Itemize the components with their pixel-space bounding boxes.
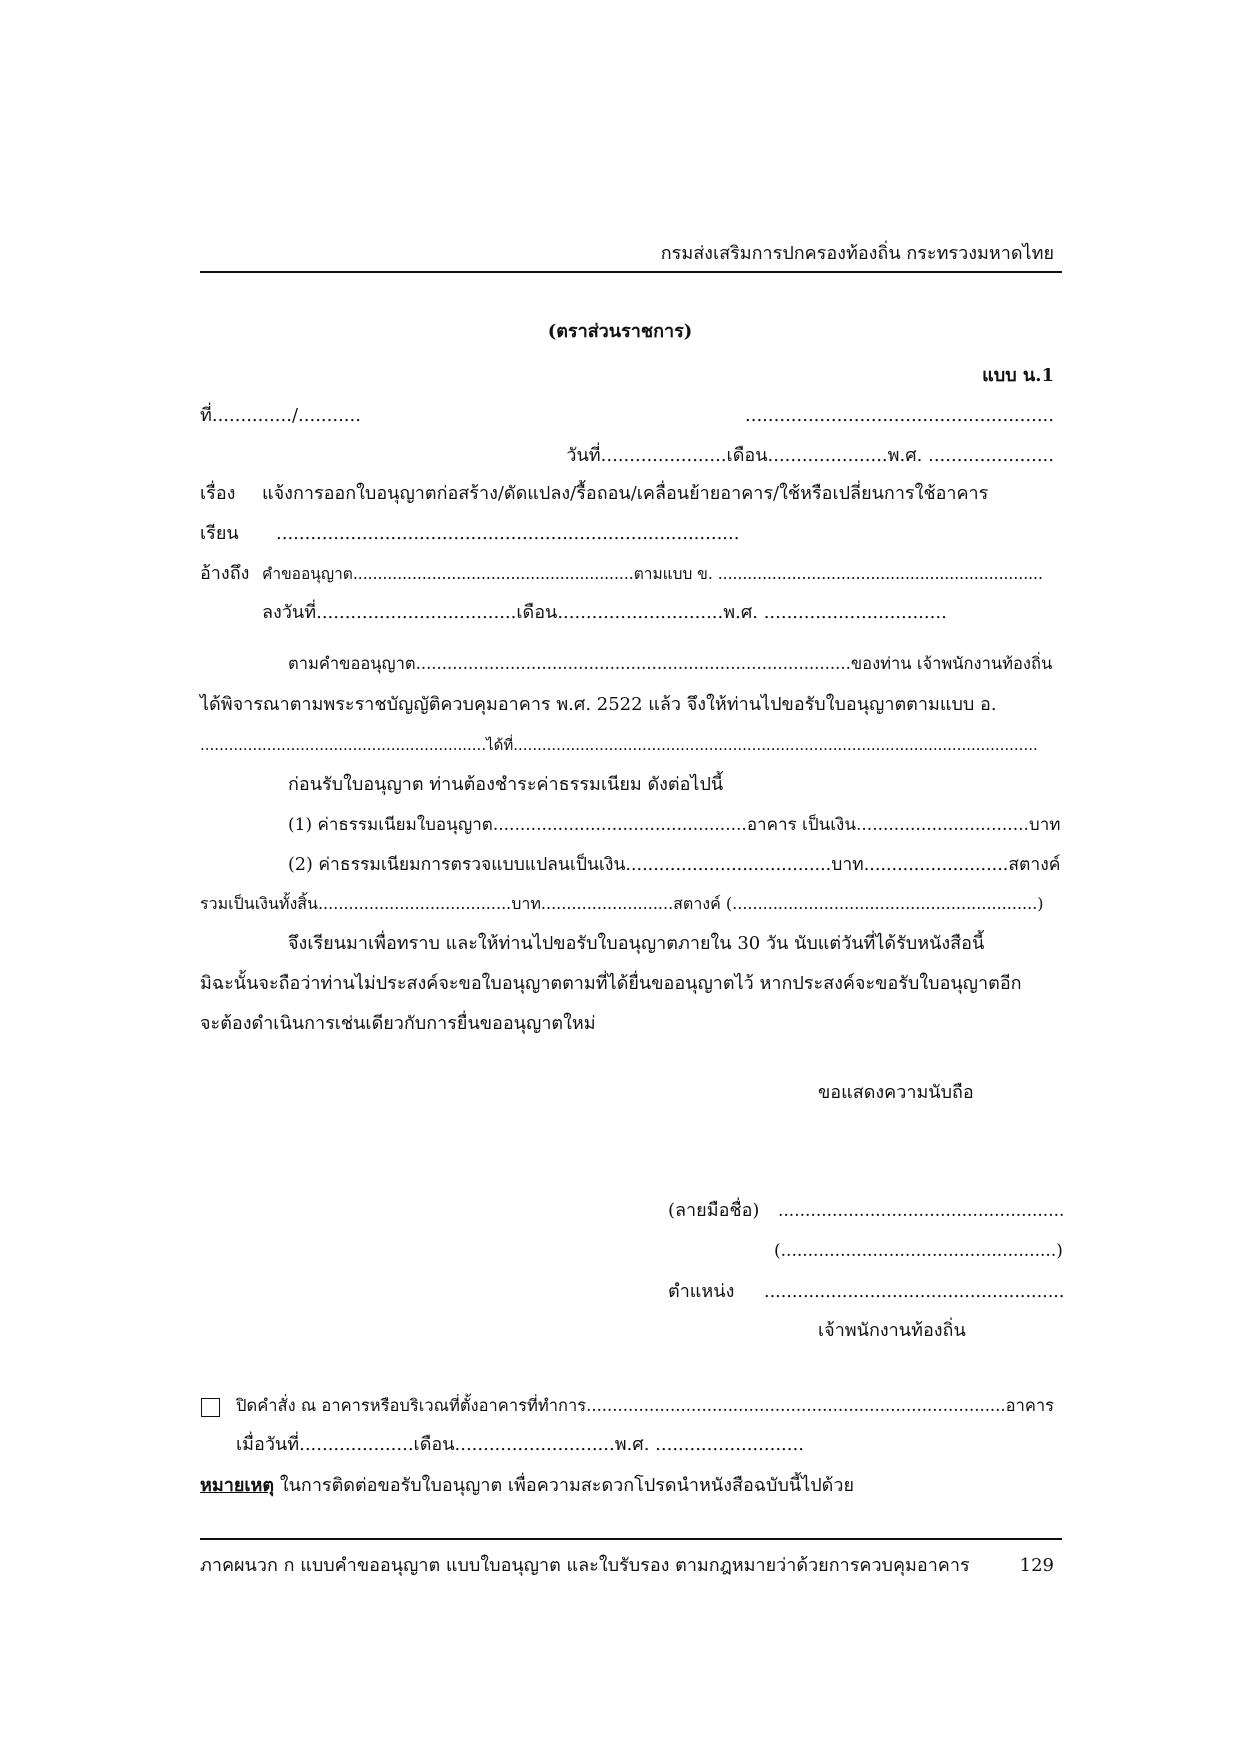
posting-line-1: ปิดคำสั่ง ณ อาคารหรือบริเวณที่ตั้งอาคารที่ทำการ................................................................................อาคาร	[236, 1396, 1055, 1415]
note-row	[200, 1473, 854, 1499]
form-code: แบบ น.1	[982, 365, 1054, 386]
body-paragraph-1-line-2: ได้พิจารณาตามพระราชบัญญัติควบคุมอาคาร พ.ศ. 2522 แล้ว จึงให้ท่านไปขอรับใบอนุญาตตามแบบ อ.	[200, 694, 997, 715]
subject-text: แจ้งการออกใบอนุญาตก่อสร้าง/ดัดแปลง/รื้อถอน/เคลื่อนย้ายอาคาร/ใช้หรือเปลี่ยนการใช้อาคาร	[262, 483, 989, 504]
fee-item-2: (2) ค่าธรรมเนียมการตรวจแบบแปลนเป็นเงิน.....................................บาท..........................สตางค์	[288, 855, 1061, 875]
body-paragraph-1-line-1: ตามคำขออนุญาต...................................................................................ของท่าน เจ้าพนักงานท้องถิ่น	[288, 654, 1053, 673]
page-number: 129	[1019, 1555, 1054, 1576]
signer-name-line: (...................................................)	[774, 1241, 1063, 1261]
posting-checkbox[interactable]	[201, 1398, 220, 1417]
signature-label: (ลายมือชื่อ)	[668, 1200, 760, 1221]
reference-line-1: คำขออนุญาต.........................................................ตามแบบ ข. ..................................................................	[262, 565, 1043, 583]
body-paragraph-2-line-2: มิฉะนั้นจะถือว่าท่านไม่ประสงค์จะขอใบอนุญาตตามที่ได้ยื่นขออนุญาตไว้ หากประสงค์จะขอรับใบอนุญาตอีก	[200, 973, 1022, 994]
note-text: ในการติดต่อขอรับใบอนุญาต เพื่อความสะดวกโปรดนำหนังสือฉบับนี้ไปด้วย	[279, 1475, 855, 1496]
body-paragraph-2-line-1: จึงเรียนมาเพื่อทราบ และให้ท่านไปขอรับใบอนุญาตภายใน 30 วัน นับแต่วันที่ได้รับหนังสือนี้	[288, 933, 985, 954]
posting-line-2: เมื่อวันที่....................เดือน............................พ.ศ. ..........................	[236, 1434, 804, 1455]
fee-total-line: รวมเป็นเงินทั้งสิ้น......................................บาท..........................สตางค์ (............................................................)	[200, 894, 1044, 913]
page-header: กรมส่งเสริมการปกครองท้องถิ่น กระทรวงมหาดไทย	[660, 243, 1054, 264]
seal-placeholder: (ตราส่วนราชการ)	[547, 321, 693, 342]
date-line: วันที่......................เดือน.....................พ.ศ. ......................	[566, 445, 1054, 466]
fee-item-1: (1) ค่าธรรมเนียมใบอนุญาต...............................................อาคาร เป็นเงิน................................บาท	[288, 815, 1061, 835]
body-paragraph-2-line-3: จะต้องดำเนินการเช่นเดียวกับการยื่นขออนุญาตใหม่	[200, 1013, 596, 1034]
footer-text: ภาคผนวก ก แบบคำขออนุญาต แบบใบอนุญาต และใบรับรอง ตามกฎหมายว่าด้วยการควบคุมอาคาร	[200, 1555, 970, 1576]
subject-label: เรื่อง	[200, 483, 236, 504]
addressee-label: เรียน	[200, 523, 239, 544]
reference-label: อ้างถึง	[200, 563, 250, 584]
document-number-line: ที่............../...........	[200, 405, 361, 426]
note-label: หมายเหตุ	[200, 1475, 275, 1496]
signer-title: เจ้าพนักงานท้องถิ่น	[818, 1320, 966, 1341]
position-line: ......................................................	[764, 1282, 1065, 1302]
reference-line-2: ลงวันที่...................................เดือน.............................พ.ศ. ................................	[262, 602, 947, 623]
closing-phrase: ขอแสดงความนับถือ	[818, 1082, 974, 1103]
signature-line: .....................................................	[778, 1201, 1065, 1221]
body-paragraph-1-line-3: ............................................................ได้ที่..............................................................................................................	[200, 736, 1038, 754]
office-address-line: ......................................................	[745, 405, 1054, 426]
position-label: ตำแหน่ง	[668, 1281, 735, 1302]
fee-intro: ก่อนรับใบอนุญาต ท่านต้องชำระค่าธรรมเนียม ดังต่อไปนี้	[288, 774, 724, 795]
footer-rule	[200, 1538, 1062, 1540]
addressee-line: .................................................................................	[276, 523, 740, 544]
header-rule	[200, 271, 1062, 273]
